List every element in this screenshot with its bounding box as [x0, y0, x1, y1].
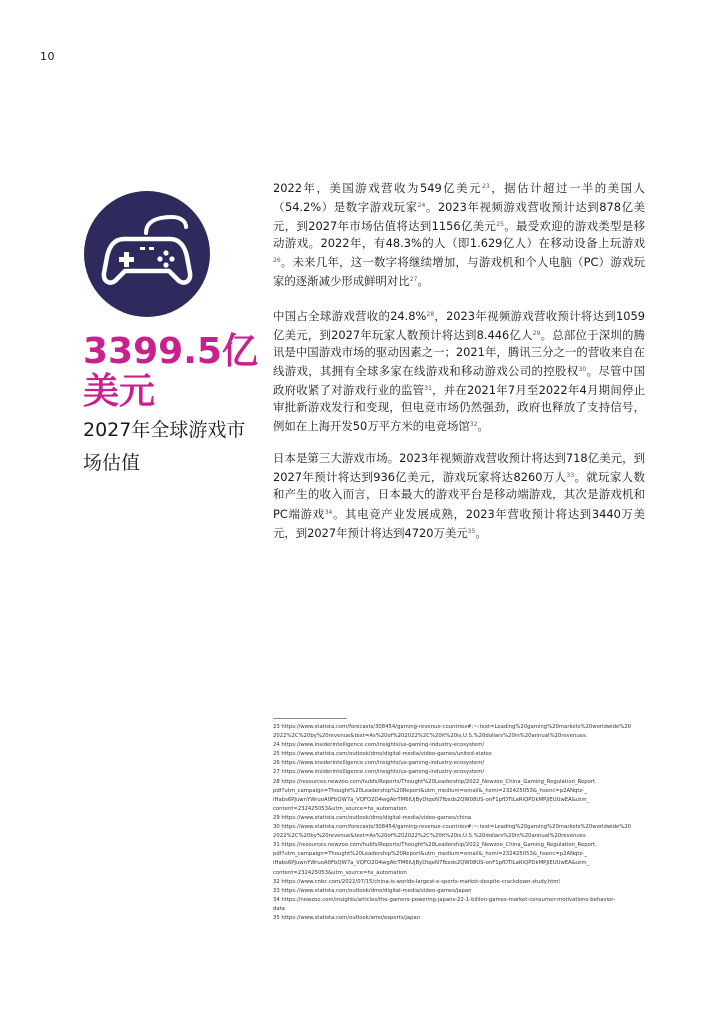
paragraph-text: ，并在2021年7月至2022年4月期间停止审批新游戏发行和变现，但电竞市场仍然强劲，政府也释放了支持信号，例如在上海开发50万平方米的电竞场馆 [273, 382, 645, 434]
footnotes [273, 723, 645, 923]
paragraph-text: 中国占全球游戏营收的24.8% [273, 308, 427, 323]
footnote-line: pdf?utm_campaign=Thought%20Leadership%20Report&utm_medium=email&_hsmi=232425053&_hsenc=p2ANqtz-_ [273, 787, 587, 794]
stat-value: 3399.5亿美元 [83, 331, 258, 412]
footnote-ref: 34 [324, 508, 333, 516]
footnote-line: 33 https://www.statista.com/outlook/dmo/digital-media/video-games/japan [273, 887, 472, 894]
paragraph-text: 。尽管中国政府收紧了对游戏行业的监管 [273, 363, 645, 397]
footnote-ref: 25 [496, 221, 504, 229]
footnote-ref: 24 [417, 202, 426, 210]
footnote-line: data [273, 905, 285, 912]
paragraph-text: 。最受欢迎的游戏类型是移动游戏。2022年，有48.3%的人（即1.629亿人）在移动设备上玩游戏 [273, 219, 645, 251]
paragraph-text: 。未来几年，这一数字将继续增加，与游戏机和个人电脑（PC）游戏玩家的逐渐减少形成鲜明对比 [273, 255, 645, 289]
footnote-ref: 35 [467, 527, 476, 535]
footnote-line: 34 https://newzoo.com/insights/articles/the-gamers-powering-japans-22-1-billion-games-market-consumer-motivations-behavior- [273, 896, 616, 903]
footnote-ref: 31 [424, 384, 432, 392]
footnote-line: 29 https://www.statista.com/outlook/dmo/digital-media/video-games/china [273, 814, 472, 821]
paragraph-text: 。其电竞产业发展成熟，2023年营收预计将达到3440万美元，到2027年预计将达到4720万美元 [273, 506, 645, 540]
footnote-line: 23 https://www.statista.com/forecasts/308454/gaming-revenue-countries#:~:text=Leading%20gaming%20markets%20worldwide%20 [273, 724, 632, 730]
footnote-divider [273, 718, 347, 719]
paragraph-text: 。 [475, 525, 487, 540]
footnote-line: 35 https://www.statista.com/outlook/amo/esports/japan [273, 914, 421, 921]
page-number: 10 [40, 50, 55, 63]
footnote-ref: 23 [482, 183, 490, 190]
body-paragraph [273, 450, 645, 541]
paragraph-text: 。就玩家人数和产生的收入而言，日本最大的游戏平台是移动端游戏，其次是游戏机和PC端游戏 [273, 470, 645, 521]
footnote-ref: 27 [409, 276, 418, 284]
footnote-line: 30 https://www.statista.com/forecasts/308454/gaming-revenue-countries#:~:text=Leading%20gaming%20markets%20worldwide%20 [273, 824, 632, 831]
footnote-ref: 28 [426, 310, 435, 318]
footnote-line: 2022%2C%20by%20revenue&text=As%20of%202022%2C%20it%20is,U.S.%20dollars%20in%20annual%20revenues. [273, 733, 588, 740]
body-text [273, 178, 645, 557]
paragraph-text: ，据估计超过一半的美国人（54.2%）是数字游戏玩家 [273, 181, 645, 215]
footnote-line: 32 https://www.cnbc.com/2022/07/15/china-is-worlds-largest-e-sports-market-despite-crackdown-study.html [273, 878, 560, 885]
footnote-line: iHabs6PJuwnYWruoA0FbQW7a_VQFO2O4wgAtrTM6lUjByDtqeN7fbxds2QW08US-onF1pfDTILaRiQPDkMPJiEUUwEA&utm_ [273, 796, 590, 803]
body-paragraph [273, 178, 645, 291]
paragraph-text: 。 [417, 274, 429, 289]
footnote-line: iHabs6PJuwnYWruoA0FbQW7a_VQFO2O4wgAtrTM6lUjByDtqeN7fbxds2QW08US-onF1pfDTILaRiQPDkMPJiEUUwEA&utm_ [273, 860, 590, 867]
footnote-line: 26 https://www.insiderintelligence.com/insights/us-gaming-industry-ecosystem/ [273, 760, 485, 767]
footnote-ref: 26 [273, 257, 281, 265]
footnote-ref: 32 [469, 421, 478, 429]
footnote-line: 24 https://www.insiderintelligence.com/insights/us-gaming-industry-ecosystem/ [273, 742, 485, 749]
footnote-line: 2022%2C%20by%20revenue&text=As%20of%202022%2C%20it%20is,U.S.%20dollars%20in%20annual%20revenues [273, 833, 586, 840]
footnote-ref: 33 [566, 472, 575, 480]
paragraph-text: ，2023年视频游戏营收预计将达到1059亿美元，到2027年玩家人数预计将达到8.446亿人 [273, 308, 645, 342]
paragraph-text: 日本是第三大游戏市场。2023年视频游戏营收预计将达到718亿美元，到2027年预计将达到936亿美元，游戏玩家将达8260万人 [273, 451, 645, 485]
paragraph-text: 。2023年视频游戏营收预计达到878亿美元，到2027年市场估值将达到1156亿美元 [273, 200, 646, 234]
body-paragraph [273, 306, 645, 436]
stat-caption: 2027年全球游戏市场估值 [83, 419, 246, 474]
footnote-line: 27 https://www.insiderintelligence.com/insights/us-gaming-industry-ecosystem/ [273, 769, 485, 776]
icon-badge [84, 191, 210, 317]
footnote-ref: 29 [532, 329, 541, 337]
footnote-line: 31 https://resources.newzoo.com/hubfs/Reports/Thought%20Leadership/2022_Newzoo_China_Gaming_Regulation_Report. [273, 842, 597, 849]
paragraph-text: 。总部位于深圳的腾讯是中国游戏市场的驱动因素之一；2021年，腾讯三分之一的营收来自在线游戏，其拥有全球多家在线游戏和移动游戏公司的控股权 [273, 327, 645, 378]
footnote-line: 28 https://resources.newzoo.com/hubfs/Reports/Thought%20Leadership/2022_Newzoo_China_Gaming_Regulation_Report. [273, 778, 597, 785]
footnote-ref: 30 [578, 365, 587, 373]
footnote-line: content=232425053&utm_source=hs_automation [273, 805, 407, 812]
paragraph-text: 。 [477, 419, 489, 434]
footnote-line: content=232425053&utm_source=hs_automation [273, 869, 407, 876]
footnote-line: pdf?utm_campaign=Thought%20Leadership%20Report&utm_medium=email&_hsmi=232425053&_hsenc=p2ANqtz-_ [273, 851, 587, 858]
paragraph-text: 2022年，美国游戏营收为549亿美元 [273, 181, 483, 195]
gamepad-icon [84, 191, 210, 317]
footnote-line: 25 https://www.statista.com/outlook/dmo/digital-media/video-games/united-states [273, 751, 492, 758]
